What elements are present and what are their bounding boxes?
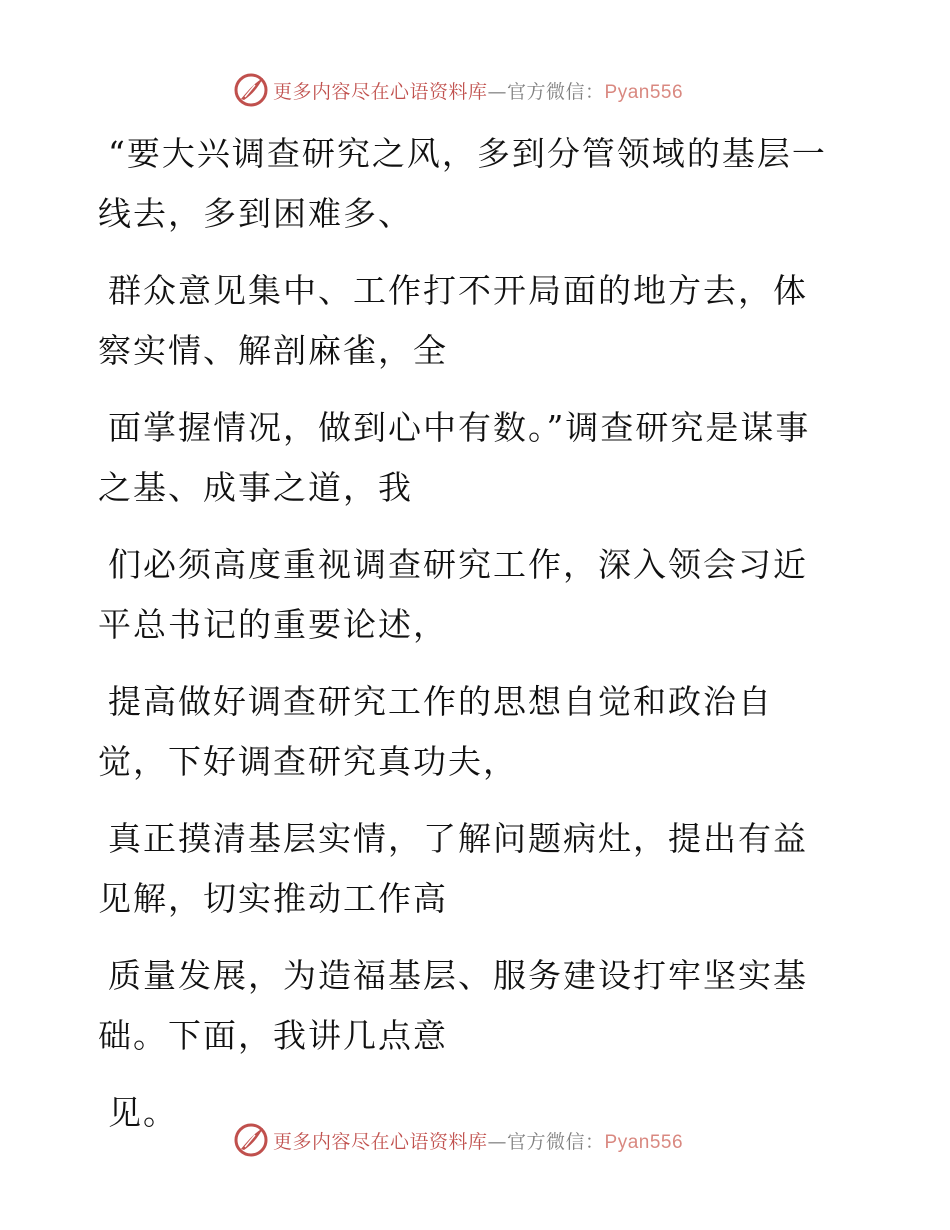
footer-banner bbox=[233, 1120, 683, 1160]
paragraph bbox=[98, 124, 838, 244]
quill-logo-icon bbox=[233, 1122, 269, 1158]
paragraph-text: 们必须高度重视调查研究工作，深入领会习近平总书记的重要论述， bbox=[98, 545, 808, 644]
document-body bbox=[98, 124, 838, 1160]
header-site-name: 更多内容尽在心语资料库 bbox=[273, 80, 488, 103]
quill-logo-icon bbox=[233, 72, 269, 108]
header-wechat-id: Pyan556 bbox=[604, 81, 684, 103]
paragraph bbox=[98, 261, 838, 381]
footer-wechat-label: 官方微信： bbox=[507, 1130, 605, 1153]
footer-site-name: 更多内容尽在心语资料库 bbox=[273, 1130, 488, 1153]
paragraph-text: 群众意见集中、工作打不开局面的地方去，体察实情、解剖麻雀，全 bbox=[98, 271, 808, 370]
paragraph-text: “要大兴调查研究之风，多到分管领域的基层一线去，多到困难多、 bbox=[98, 134, 827, 233]
paragraph-text: 见。 bbox=[108, 1093, 178, 1132]
header-text bbox=[273, 77, 683, 104]
header-wechat-label: 官方微信： bbox=[507, 80, 605, 103]
paragraph bbox=[98, 398, 838, 518]
paragraph bbox=[98, 946, 838, 1066]
paragraph bbox=[98, 535, 838, 655]
paragraph-text: 提高做好调查研究工作的思想自觉和政治自觉，下好调查研究真功夫， bbox=[98, 682, 773, 781]
footer-dash: — bbox=[487, 1130, 508, 1153]
paragraph-text: 真正摸清基层实情，了解问题病灶，提出有益见解，切实推动工作高 bbox=[98, 819, 808, 918]
paragraph bbox=[98, 809, 838, 929]
paragraph-text: 质量发展，为造福基层、服务建设打牢坚实基础。下面，我讲几点意 bbox=[98, 956, 808, 1055]
footer-wechat-id: Pyan556 bbox=[604, 1131, 684, 1153]
header-banner bbox=[233, 70, 683, 110]
paragraph bbox=[98, 672, 838, 792]
header-dash: — bbox=[487, 80, 508, 103]
footer-text bbox=[273, 1127, 683, 1154]
paragraph-text: 面掌握情况，做到心中有数。”调查研究是谋事之基、成事之道，我 bbox=[98, 408, 811, 507]
